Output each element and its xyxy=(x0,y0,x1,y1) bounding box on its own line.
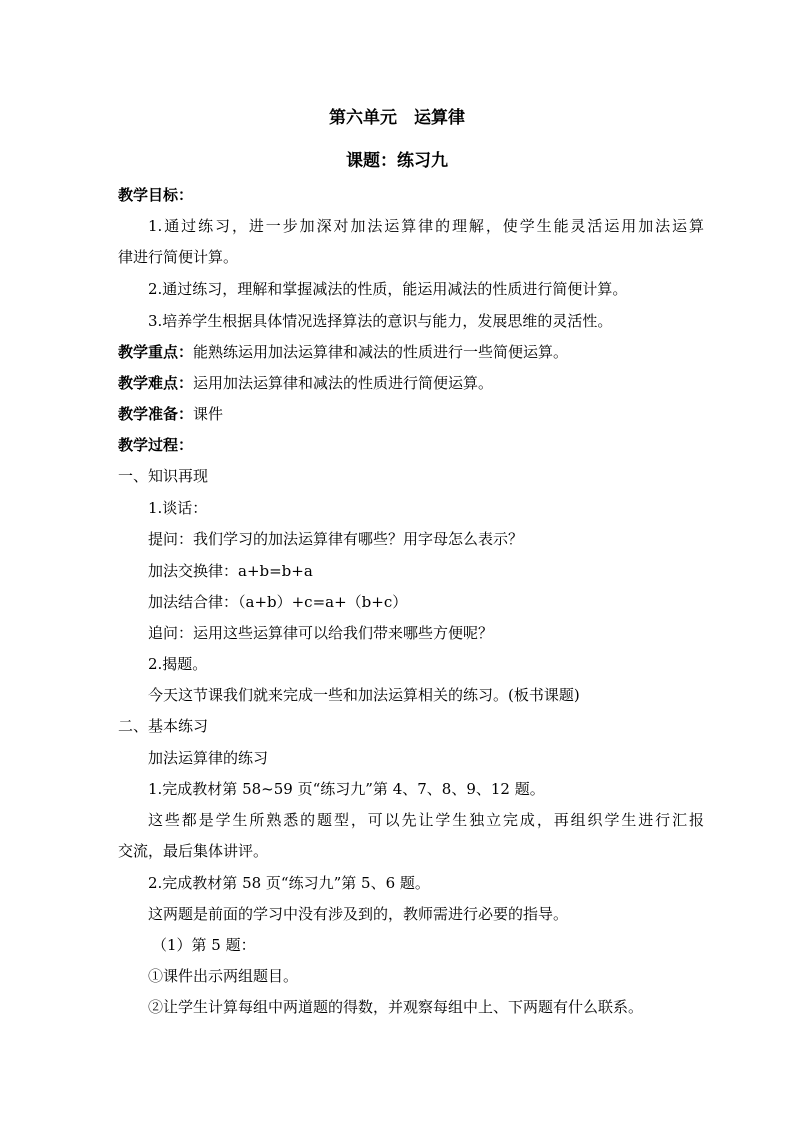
task-2: 2.完成教材第 58 页“练习九”第 5、6 题。 xyxy=(148,874,430,892)
key-point-row xyxy=(118,341,568,363)
intro-text: 今天这节课我们就来完成一些和加法运算相关的练习。(板书课题) xyxy=(148,686,580,704)
question-5-label: （1）第 5 题： xyxy=(152,936,256,954)
talk-item: 1.谈话： xyxy=(148,499,208,517)
task-1-note-line-2: 交流，最后集体讲评。 xyxy=(118,842,269,860)
goal-1-line-2: 律进行简便计算。 xyxy=(118,248,239,266)
key-point-label: 教学重点： xyxy=(118,343,194,361)
difficulty-text: 运用加法运算律和减法的性质进行简便运算。 xyxy=(193,374,494,392)
goal-2: 2.通过练习，理解和掌握减法的性质，能运用减法的性质进行简便计算。 xyxy=(148,280,628,298)
question-5-step-2: ②让学生计算每组中两道题的得数，并观察每组中上、下两题有什么联系。 xyxy=(148,998,644,1016)
preparation-row xyxy=(118,403,223,425)
question-text: 提问：我们学习的加法运算律有哪些？用字母怎么表示？ xyxy=(148,530,524,548)
difficulty-row xyxy=(118,372,493,394)
difficulty-label: 教学难点： xyxy=(118,374,194,392)
goal-1-line-1: 1.通过练习，进一步加深对加法运算律的理解，使学生能灵活运用加法运算 xyxy=(148,217,704,235)
lesson-title: 课题：练习九 xyxy=(346,151,448,171)
followup-question: 追问：运用这些运算律可以给我们带来哪些方便呢？ xyxy=(148,624,494,642)
key-point-text: 能熟练运用加法运算律和减法的性质进行一些简便运算。 xyxy=(193,343,569,361)
preparation-text: 课件 xyxy=(193,405,224,423)
reveal-topic: 2.揭题。 xyxy=(148,655,208,673)
section-1-heading: 一、知识再现 xyxy=(118,467,209,485)
section-2-subheading: 加法运算律的练习 xyxy=(148,749,269,767)
section-2-heading: 二、基本练习 xyxy=(118,717,209,735)
preparation-label: 教学准备： xyxy=(118,405,194,423)
task-1-note-line-1: 这些都是学生所熟悉的题型，可以先让学生独立完成，再组织学生进行汇报 xyxy=(148,811,704,829)
question-5-step-1: ①课件出示两组题目。 xyxy=(148,967,299,985)
goal-3: 3.培养学生根据具体情况选择算法的意识与能力，发展思维的灵活性。 xyxy=(148,312,613,330)
task-1: 1.完成教材第 58~59 页“练习九”第 4、7、8、9、12 题。 xyxy=(148,780,545,798)
associative-law: 加法结合律：（a+b）+c=a+（b+c） xyxy=(148,593,408,611)
commutative-law: 加法交换律：a+b=b+a xyxy=(148,562,313,580)
goals-label: 教学目标： xyxy=(118,186,194,204)
process-label: 教学过程： xyxy=(118,436,194,454)
task-2-note: 这两题是前面的学习中没有涉及到的，教师需进行必要的指导。 xyxy=(148,905,569,923)
unit-title: 第六单元 运算律 xyxy=(329,108,465,128)
